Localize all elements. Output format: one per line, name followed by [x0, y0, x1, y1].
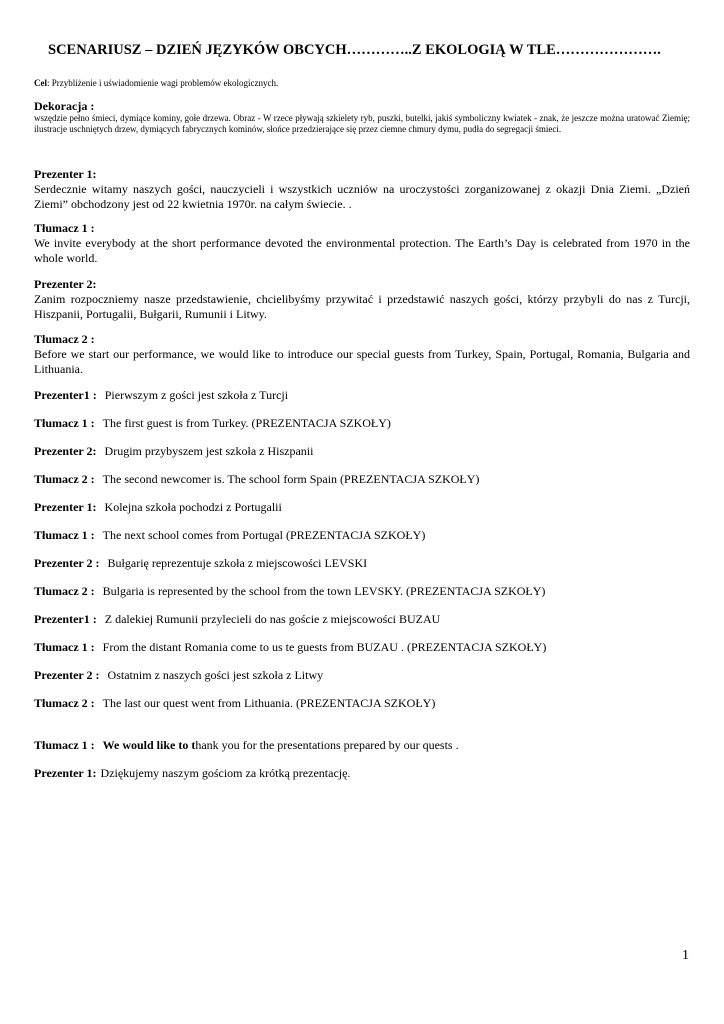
speaker-label: Prezenter 2 :	[34, 556, 100, 570]
cel-text: : Przybliżenie i uświadomienie wagi problemów ekologicznych.	[47, 78, 279, 88]
speaker-text: We invite everybody at the short performance devoted the environmental protection. The Earth’s Day is celebrated from 1970 in the whole world.	[34, 236, 690, 265]
speaker-text: Pierwszym z gości jest szkoła z Turcji	[104, 388, 289, 402]
speaker-text: Bułgarię reprezentuje szkoła z miejscowości LEVSKI	[107, 556, 368, 570]
dekoracja-text: wszędzie pełno śmieci, dymiące kominy, gołe drzewa. Obraz - W rzece pływają szkielety ryb, puszki, butelki, jakiś symboliczny kwiatek - znak, że jeszcze można uratować Ziemię; ilustracje uschniętych drzew, dymiących fabrycznych kominów, słońce przedzierające się przez ciemne chmury dymu, pudła do segregacji śmieci.	[34, 113, 690, 134]
speaker-text: Before we start our performance, we would like to introduce our special guests from Turkey, Spain, Portugal, Romania, Bulgaria and Lithuania.	[34, 347, 690, 376]
speaker-label: Tłumacz 2 :	[34, 472, 95, 486]
dialogue-line	[34, 528, 690, 543]
cel-label: Cel	[34, 78, 47, 88]
dialogue-line	[34, 472, 690, 487]
speaker-text: Dziękujemy naszym gościom za krótką prezentację.	[100, 766, 351, 780]
speaker-text-bold: We would like to t	[102, 738, 196, 752]
speaker-label: Prezenter 1:	[34, 766, 97, 780]
dialogue-block	[34, 221, 690, 266]
cel-line	[34, 78, 278, 88]
speaker-label: Prezenter 2:	[34, 277, 97, 291]
speaker-label: Tłumacz 2 :	[34, 696, 95, 710]
dekoracja-heading: Dekoracja :	[34, 99, 95, 113]
speaker-label: Prezenter1 :	[34, 612, 97, 626]
dialogue-line	[34, 444, 690, 459]
speaker-label: Prezenter 2 :	[34, 668, 100, 682]
speaker-text: Serdecznie witamy naszych gości, nauczycieli i wszystkich uczniów na uroczystości zorganizowanej z okazji Dnia Ziemi. „Dzień Ziemi” obchodzony jest od 22 kwietnia 1970r. na całym świecie. .	[34, 182, 690, 211]
speaker-label: Tłumacz 2 :	[34, 332, 95, 346]
dialogue-block	[34, 277, 690, 322]
dialogue-line	[34, 584, 690, 599]
dialogue-block	[34, 332, 690, 377]
dialogue-line	[34, 668, 690, 683]
speaker-text: Ostatnim z naszych gości jest szkoła z Litwy	[107, 668, 324, 682]
speaker-text: The next school comes from Portugal (PREZENTACJA SZKOŁY)	[102, 528, 426, 542]
speaker-text: Kolejna szkoła pochodzi z Portugalii	[104, 500, 282, 514]
speaker-label: Prezenter1 :	[34, 388, 97, 402]
dialogue-line	[34, 766, 690, 781]
dialogue-line	[34, 416, 690, 431]
speaker-text: From the distant Romania come to us te guests from BUZAU . (PREZENTACJA SZKOŁY)	[102, 640, 547, 654]
dialogue-block	[34, 167, 690, 212]
dialogue-line	[34, 500, 690, 515]
page-number: 1	[682, 948, 689, 963]
dialogue-line	[34, 640, 690, 655]
speaker-label: Tłumacz 1 :	[34, 738, 95, 752]
document-title: SCENARIUSZ – DZIEŃ JĘZYKÓW OBCYCH…………..Z EKOLOGIĄ W TLE………………….	[48, 42, 661, 58]
dialogue-line	[34, 388, 690, 403]
speaker-label: Prezenter 1:	[34, 500, 97, 514]
speaker-label: Tłumacz 1 :	[34, 640, 95, 654]
dialogue-line	[34, 696, 690, 711]
speaker-text: Drugim przybyszem jest szkoła z Hiszpanii	[104, 444, 314, 458]
speaker-text: Zanim rozpoczniemy nasze przedstawienie, chcielibyśmy przywitać i przedstawić naszych gości, którzy przybyli do nas z Turcji, Hiszpanii, Portugalii, Bułgarii, Rumunii i Litwy.	[34, 292, 690, 321]
speaker-text: The second newcomer is. The school form Spain (PREZENTACJA SZKOŁY)	[102, 472, 480, 486]
speaker-text: Z dalekiej Rumunii przylecieli do nas goście z miejscowości BUZAU	[104, 612, 441, 626]
speaker-text: The first guest is from Turkey. (PREZENTACJA SZKOŁY)	[102, 416, 391, 430]
speaker-label: Prezenter 1:	[34, 167, 97, 181]
speaker-text: The last our quest went from Lithuania. (PREZENTACJA SZKOŁY)	[102, 696, 436, 710]
speaker-label: Tłumacz 1 :	[34, 528, 95, 542]
speaker-label: Tłumacz 1 :	[34, 416, 95, 430]
speaker-text: hank you for the presentations prepared by our quests .	[195, 738, 459, 752]
speaker-label: Tłumacz 2 :	[34, 584, 95, 598]
speaker-label: Tłumacz 1 :	[34, 221, 95, 235]
dialogue-line	[34, 738, 690, 753]
speaker-text: Bulgaria is represented by the school from the town LEVSKY. (PREZENTACJA SZKOŁY)	[102, 584, 546, 598]
dialogue-line	[34, 556, 690, 571]
dialogue-line	[34, 612, 690, 627]
speaker-label: Prezenter 2:	[34, 444, 97, 458]
